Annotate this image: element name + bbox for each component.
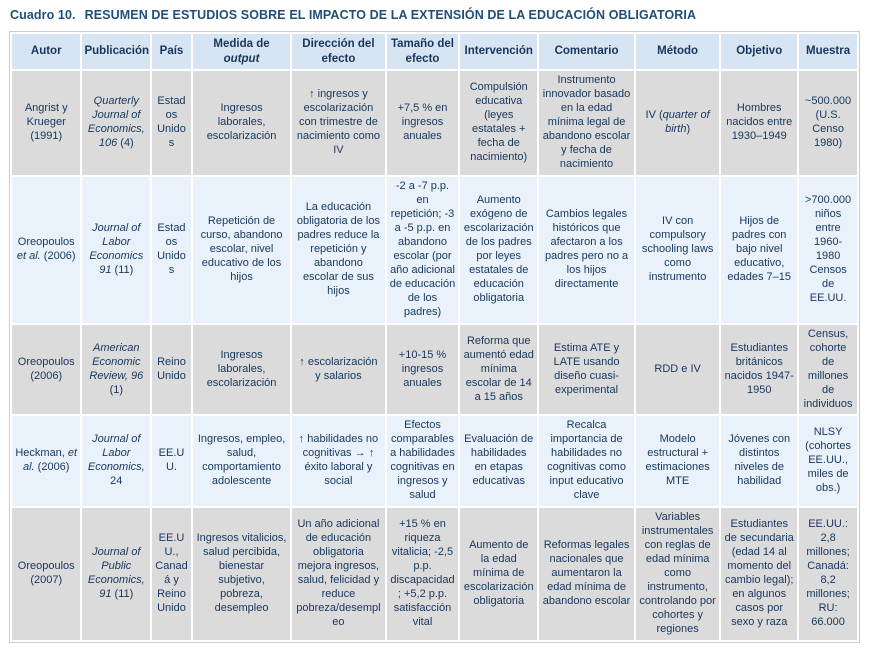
cell-medida-de-output: Ingresos vitalicios, salud percibida, bienestar subjetivo, pobreza, desempleo [193, 508, 290, 640]
cell-autor: Angrist y Krueger (1991) [12, 71, 80, 175]
cell-metodo: Variables instrumentales con reglas de edad mínima como instrumento, controlando por cohortes y regiones [636, 508, 719, 640]
column-header-pais: País [152, 34, 191, 69]
cell-publicacion: Journal of Labor Economics 91 (11) [82, 177, 150, 323]
caption-number: Cuadro 10. [10, 8, 76, 22]
cell-medida-de-output: Repetición de curso, abandono escolar, nivel educativo de los hijos [193, 177, 290, 323]
cell-pais: EE.UU., Canadá y Reino Unido [152, 508, 191, 640]
cell-tamano-del-efecto: +7,5 % en ingresos anuales [387, 71, 459, 175]
cell-intervencion: Evaluación de habilidades en etapas educativas [460, 416, 537, 506]
cell-autor: Oreopoulos (2006) [12, 325, 80, 415]
cell-autor: Oreopoulos et al. (2006) [12, 177, 80, 323]
cell-publicacion: Journal of Public Economics, 91 (11) [82, 508, 150, 640]
cell-tamano-del-efecto: -2 a -7 p.p. en repetición; -3 a -5 p.p. en abandono escolar (por año adicional de educación de los padres) [387, 177, 459, 323]
column-header-publicacion: Publicación [82, 34, 150, 69]
cell-pais: Reino Unido [152, 325, 191, 415]
cell-intervencion: Compulsión educativa (leyes estatales + fecha de nacimiento) [460, 71, 537, 175]
cell-direccion-del-efecto: ↑ habilidades no cognitivas → ↑ éxito laboral y social [292, 416, 384, 506]
cell-objetivo: Jóvenes con distintos niveles de habilidad [721, 416, 797, 506]
table-header-row [12, 34, 857, 69]
cell-objetivo: Hijos de padres con bajo nivel educativo, edades 7–15 [721, 177, 797, 323]
cell-direccion-del-efecto: Un año adicional de educación obligatoria mejora ingresos, salud, felicidad y reduce pobreza/desempleo [292, 508, 384, 640]
table-row-2 [12, 177, 857, 323]
cell-metodo: Modelo estructural + estimaciones MTE [636, 416, 719, 506]
column-header-intervencion: Intervención [460, 34, 537, 69]
cell-publicacion: Quarterly Journal of Economics, 106 (4) [82, 71, 150, 175]
table-row-4 [12, 416, 857, 506]
studies-table-wrapper [9, 31, 860, 643]
cell-pais: Estados Unidos [152, 71, 191, 175]
cell-objetivo: Hombres nacidos entre 1930–1949 [721, 71, 797, 175]
column-header-objetivo: Objetivo [721, 34, 797, 69]
cell-comentario: Reformas legales nacionales que aumentaron la edad mínima de abandono escolar [539, 508, 634, 640]
cell-intervencion: Aumento exógeno de escolarización de los padres por leyes estatales de educación obligatoria [460, 177, 537, 323]
cell-muestra: >700.000 niños entre 1960-1980 Censos de EE.UU. [799, 177, 857, 323]
cell-metodo: RDD e IV [636, 325, 719, 415]
cell-comentario: Estima ATE y LATE usando diseño cuasi-experimental [539, 325, 634, 415]
table-body [12, 71, 857, 640]
cell-autor: Oreopoulos (2007) [12, 508, 80, 640]
cell-tamano-del-efecto: +15 % en riqueza vitalicia; -2,5 p.p. discapacidad; +5,2 p.p. satisfacción vital [387, 508, 459, 640]
table-caption [10, 8, 860, 22]
cell-tamano-del-efecto: +10-15 % ingresos anuales [387, 325, 459, 415]
cell-intervencion: Reforma que aumentó edad mínima escolar de 14 a 15 años [460, 325, 537, 415]
cell-comentario: Cambios legales históricos que afectaron a los padres pero no a los hijos directamente [539, 177, 634, 323]
cell-tamano-del-efecto: Efectos comparables a habilidades cognitivas en ingresos y salud [387, 416, 459, 506]
column-header-tamano-del-efecto: Tamaño del efecto [387, 34, 459, 69]
column-header-medida-de-output: Medida de output [193, 34, 290, 69]
cell-comentario: Recalca importancia de habilidades no cognitivas como input educativo clave [539, 416, 634, 506]
cell-direccion-del-efecto: La educación obligatoria de los padres reduce la repetición y abandono escolar de sus hijos [292, 177, 384, 323]
cell-direccion-del-efecto: ↑ escolarización y salarios [292, 325, 384, 415]
cell-publicacion: American Economic Review, 96 (1) [82, 325, 150, 415]
cell-pais: EE.UU. [152, 416, 191, 506]
column-header-autor: Autor [12, 34, 80, 69]
column-header-comentario: Comentario [539, 34, 634, 69]
cell-intervencion: Aumento de la edad mínima de escolarización obligatoria [460, 508, 537, 640]
column-header-direccion-del-efecto: Dirección del efecto [292, 34, 384, 69]
cell-pais: Estados Unidos [152, 177, 191, 323]
studies-summary-table [10, 32, 859, 642]
cell-muestra: EE.UU.: 2,8 millones; Canadá: 8,2 millones; RU: 66.000 [799, 508, 857, 640]
column-header-muestra: Muestra [799, 34, 857, 69]
caption-title: RESUMEN DE ESTUDIOS SOBRE EL IMPACTO DE LA EXTENSIÓN DE LA EDUCACIÓN OBLIGATORIA [84, 8, 697, 22]
cell-objetivo: Estudiantes británicos nacidos 1947-1950 [721, 325, 797, 415]
cell-medida-de-output: Ingresos laborales, escolarización [193, 325, 290, 415]
cell-metodo: IV con compulsory schooling laws como instrumento [636, 177, 719, 323]
cell-objetivo: Estudiantes de secundaria (edad 14 al momento del cambio legal); en algunos casos por sexo y raza [721, 508, 797, 640]
cell-direccion-del-efecto: ↑ ingresos y escolarización con trimestre de nacimiento como IV [292, 71, 384, 175]
cell-publicacion: Journal of Labor Economics, 24 [82, 416, 150, 506]
cell-comentario: Instrumento innovador basado en la edad mínima legal de abandono escolar y fecha de nacimiento [539, 71, 634, 175]
cell-medida-de-output: Ingresos, empleo, salud, comportamiento adolescente [193, 416, 290, 506]
column-header-metodo: Método [636, 34, 719, 69]
cell-muestra: Census, cohorte de millones de individuos [799, 325, 857, 415]
table-row-5 [12, 508, 857, 640]
cell-metodo: IV (quarter of birth) [636, 71, 719, 175]
cell-muestra: NLSY (cohortes EE.UU., miles de obs.) [799, 416, 857, 506]
cell-autor: Heckman, et al. (2006) [12, 416, 80, 506]
table-row-1 [12, 71, 857, 175]
table-row-3 [12, 325, 857, 415]
cell-medida-de-output: Ingresos laborales, escolarización [193, 71, 290, 175]
cell-muestra: ~500.000 (U.S. Censo 1980) [799, 71, 857, 175]
